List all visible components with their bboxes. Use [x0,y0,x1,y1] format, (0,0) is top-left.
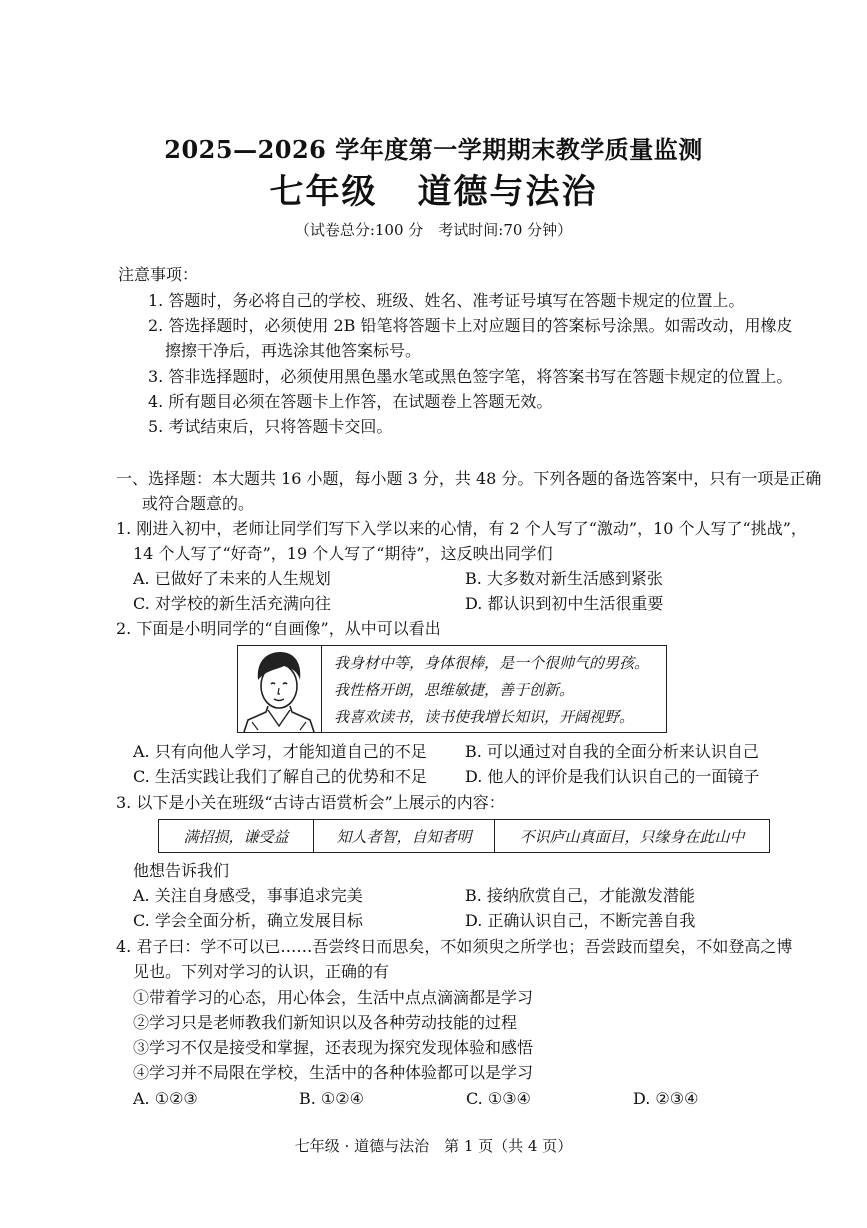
grade-label: 七年级 [269,172,378,212]
boy-portrait-icon [238,646,320,732]
question-4-option-c: C. ①③④ [466,1089,531,1108]
note-item: 擦擦干净后，再选涂其他答案标号。 [165,341,422,360]
question-3-stem: 3. 以下是小关在班级“古诗古语赏析会”上展示的内容： [116,793,505,812]
quote-cell: 满招损，谦受益 [159,820,314,852]
question-4-stem-cont: 见也。下列对学习的认识，正确的有 [133,962,390,981]
question-3-option-b: B. 接纳欣赏自己，才能激发潜能 [465,886,695,905]
section-heading: 一、选择题：本大题共 16 小题，每小题 3 分，共 48 分。下列各题的备选答案中，只有一项是正确 [116,469,822,488]
question-1-stem: 1. 刚进入初中，老师让同学们写下入学以来的心情，有 2 个人写了“激动”，10 个人写了“挑战”， [116,519,807,538]
question-1-stem-cont: 14 个人写了“好奇”，19 个人写了“期待”，这反映出同学们 [133,544,553,563]
question-2-stem: 2. 下面是小明同学的“自画像”，从中可以看出 [116,619,441,638]
quote-table [158,819,770,853]
question-4-option-a: A. ①②③ [133,1089,198,1108]
page-footer: 七年级 · 道德与法治 第 1 页（共 4 页） [294,1137,573,1155]
question-4-option-b: B. ①②④ [299,1089,364,1108]
self-portrait-box [237,645,667,733]
portrait-text-line: 我喜欢读书，读书使我增长知识，开阔视野。 [334,708,635,726]
question-4-option-d: D. ②③④ [633,1089,699,1108]
question-4-item: ①带着学习的心态，用心体会，生活中点点滴滴都是学习 [133,988,534,1007]
question-3-lead: 他想告诉我们 [133,861,230,880]
note-item: 3. 答非选择题时，必须使用黑色墨水笔或黑色签字笔，将答案书写在答题卡规定的位置上。 [148,367,793,386]
question-1-option-d: D. 都认识到初中生活很重要 [465,594,664,613]
note-item: 5. 考试结束后，只将答题卡交回。 [148,417,393,436]
section-heading-cont: 或符合题意的。 [142,494,255,513]
quote-cell: 不识庐山真面目，只缘身在此山中 [519,827,745,846]
exam-title: 2025—2026 学年度第一学期期末教学质量监测 [164,135,703,164]
question-2-option-b: B. 可以通过对自我的全面分析来认识自己 [465,742,759,761]
question-4-stem: 4. 君子曰：学不可以已……吾尝终日而思矣，不如须臾之所学也；吾尝跂而望矣，不如登高之博 [116,937,793,956]
portrait-image [238,646,322,732]
portrait-text-line: 我性格开朗，思维敏捷，善于创新。 [334,681,575,699]
grade-subject [0,164,867,213]
question-4-item: ③学习不仅是接受和掌握，还表现为探究发现体验和感悟 [133,1038,534,1057]
note-item: 4. 所有题目必须在答题卡上作答，在试题卷上答题无效。 [148,392,553,411]
question-4-item: ④学习并不局限在学校，生活中的各种体验都可以是学习 [133,1063,534,1082]
question-3-option-a: A. 关注自身感受，事事追求完美 [133,886,363,905]
question-1-option-b: B. 大多数对新生活感到紧张 [465,569,663,588]
note-item: 2. 答选择题时，必须使用 2B 铅笔将答题卡上对应题目的答案标号涂黑。如需改动，用橡皮 [148,316,793,335]
notes-heading: 注意事项： [118,265,199,284]
question-4-item: ②学习只是老师教我们新知识以及各种劳动技能的过程 [133,1013,518,1032]
subject-label: 道德与法治 [417,172,598,212]
quote-cell: 知人者智，自知者明 [314,820,495,852]
question-2-option-a: A. 只有向他人学习，才能知道自己的不足 [133,742,427,761]
question-1-option-a: A. 已做好了未来的人生规划 [133,569,331,588]
exam-info: （试卷总分:100 分 考试时间:70 分钟） [294,221,573,239]
question-3-option-c: C. 学会全面分析，确立发展目标 [133,911,363,930]
question-2-option-d: D. 他人的评价是我们认识自己的一面镜子 [465,767,760,786]
question-2-option-c: C. 生活实践让我们了解自己的优势和不足 [133,767,427,786]
note-item: 1. 答题时，务必将自己的学校、班级、姓名、准考证号填写在答题卡规定的位置上。 [148,291,745,310]
question-1-option-c: C. 对学校的新生活充满向往 [133,594,331,613]
portrait-text-line: 我身材中等，身体很棒，是一个很帅气的男孩。 [334,654,650,672]
question-3-option-d: D. 正确认识自己，不断完善自我 [465,911,696,930]
